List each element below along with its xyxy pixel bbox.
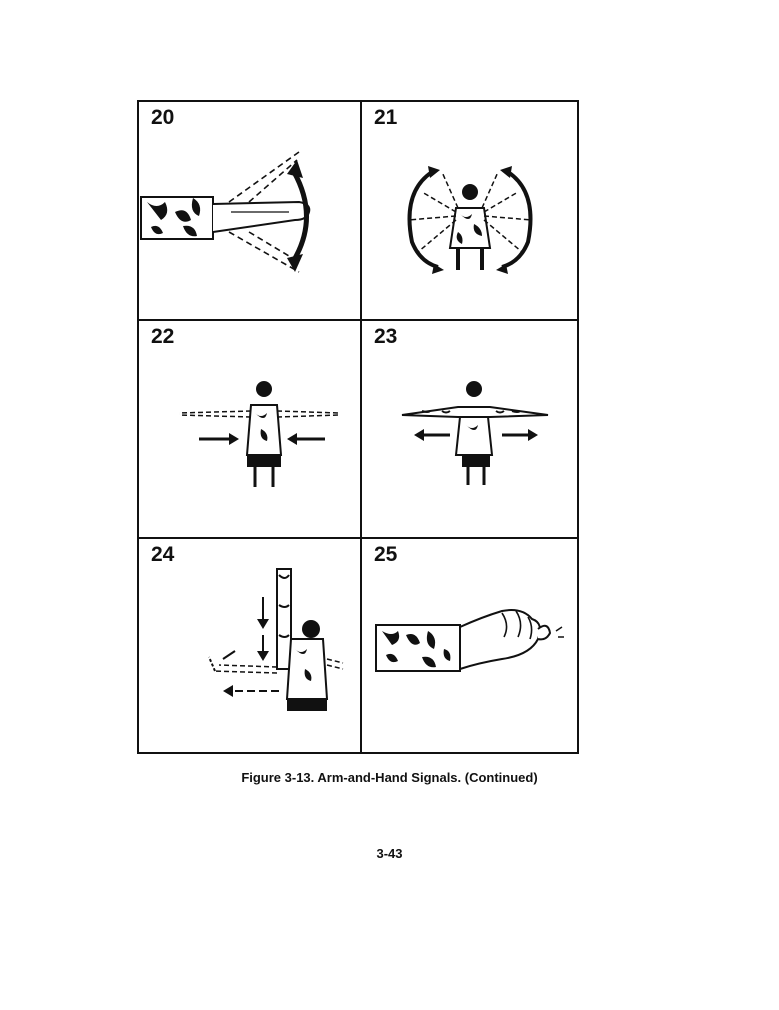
panel-24 — [139, 539, 360, 754]
arms-opening-illustration — [362, 321, 579, 537]
panel-number: 24 — [151, 543, 175, 566]
panel-22 — [139, 321, 360, 537]
panel-number: 21 — [374, 106, 398, 129]
panel-number: 25 — [374, 543, 398, 566]
panel-number: 23 — [374, 325, 398, 348]
closed-fist-illustration — [362, 539, 579, 754]
arms-closing-illustration — [139, 321, 360, 537]
panel-25 — [362, 539, 579, 754]
page-number: 3-43 — [376, 846, 403, 861]
panel-number: 22 — [151, 325, 175, 348]
panel-number: 20 — [151, 106, 175, 129]
figure-caption: Figure 3-13. Arm-and-Hand Signals. (Continued) — [241, 770, 538, 785]
panel-23 — [362, 321, 579, 537]
arms-circling-illustration — [362, 102, 579, 319]
signal-figure-grid — [137, 100, 579, 754]
panel-21 — [362, 102, 579, 319]
hand-wave-illustration — [139, 102, 360, 319]
panel-20 — [139, 102, 360, 319]
arm-down-sweep-illustration — [139, 539, 360, 754]
